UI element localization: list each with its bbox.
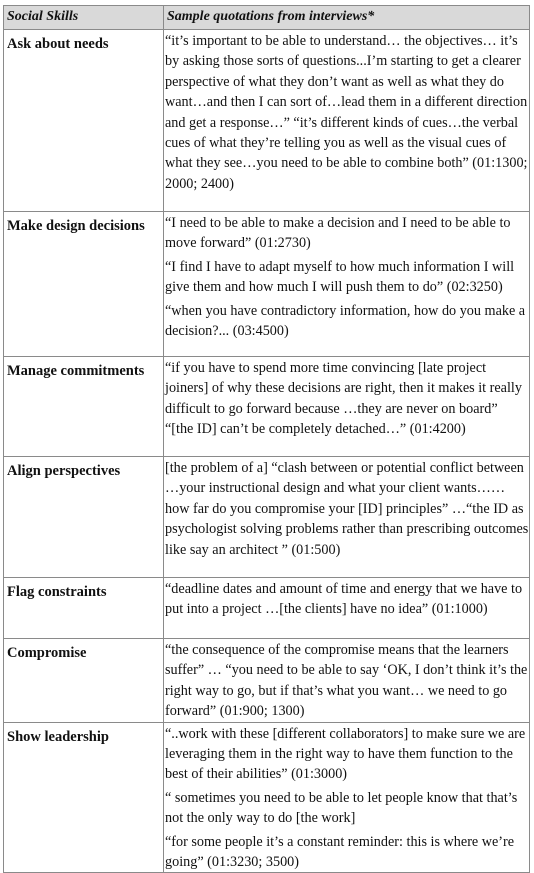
quote: “the consequence of the compromise means that the learners suffer” … “you need to be able to say ‘OK, I don’t think it’s the right way to go, but if that’s what you want… we need to go forward” (01:900; 1300) <box>165 642 528 720</box>
skill-cell: Align perspectives <box>4 457 164 578</box>
table-row <box>4 722 530 873</box>
table-row <box>4 639 530 723</box>
quote: “for some people it’s a constant reminder: this is where we’re going” (01:3230; 3500) <box>165 833 515 871</box>
quote: “I need to be able to make a decision and I need to be able to move forward” (01:2730) <box>165 215 511 252</box>
table-row <box>4 578 530 639</box>
quotes-cell <box>164 357 530 457</box>
quotes-cell <box>164 457 530 578</box>
table-row <box>4 457 530 578</box>
skill-cell: Flag constraints <box>4 578 164 639</box>
quote: “if you have to spend more time convincing [late project joiners] of why these decisions are right, then it makes it really difficult to go forward because …they are never on board” “[the ID] can’t be completely detached…” (01:4200) <box>165 360 522 438</box>
quote: “when you have contradictory information, how do you make a decision?... (03:4500) <box>165 302 526 340</box>
quotes-cell <box>164 212 530 357</box>
skill-cell: Make design decisions <box>4 212 164 357</box>
skill-cell: Compromise <box>4 639 164 723</box>
table-row <box>4 357 530 457</box>
header-sample-quotations: Sample quotations from interviews* <box>164 6 530 30</box>
quote: “it’s important to be able to understand… the objectives… it’s by asking those sorts of questions...I’m starting to get a clearer perspective of what they don’t want as well as what they do want…and then I can sort of…lead them in a different direction and get a response…” “it’s different kinds of cues…the verbal cues of what they’re telling you as well as the visual cues of what they see…you need to be able to combine both” (01:1300; 2000; 2400) <box>165 33 528 192</box>
skill-cell: Show leadership <box>4 722 164 873</box>
skill-cell: Ask about needs <box>4 30 164 212</box>
quote: [the problem of a] “clash between or potential conflict between …your instructional design and what your client wants……how far do you compromise your [ID] principles” …“the ID as psychologist solving problems rather than prescribing outcomes like say an architect ” (01:500) <box>165 460 529 558</box>
header-row <box>4 6 530 30</box>
social-skills-table <box>3 5 530 873</box>
quotes-cell <box>164 30 530 212</box>
header-social-skills: Social Skills <box>4 6 164 30</box>
quote: “deadline dates and amount of time and energy that we have to put into a project …[the clients] have no idea” (01:1000) <box>165 581 523 618</box>
quote: “ sometimes you need to be able to let people know that that’s not the only way to do [the work] <box>165 789 518 827</box>
table-row <box>4 30 530 212</box>
skill-cell: Manage commitments <box>4 357 164 457</box>
quote: “I find I have to adapt myself to how much information I will give them and how much I will push them to do” (02:3250) <box>165 258 515 296</box>
quotes-cell <box>164 639 530 723</box>
table-row <box>4 212 530 357</box>
quotes-cell <box>164 722 530 873</box>
quotes-cell <box>164 578 530 639</box>
quote: “..work with these [different collaborators] to make sure we are leveraging them in the right way to have them function to the best of their abilities” (01:3000) <box>165 725 526 783</box>
